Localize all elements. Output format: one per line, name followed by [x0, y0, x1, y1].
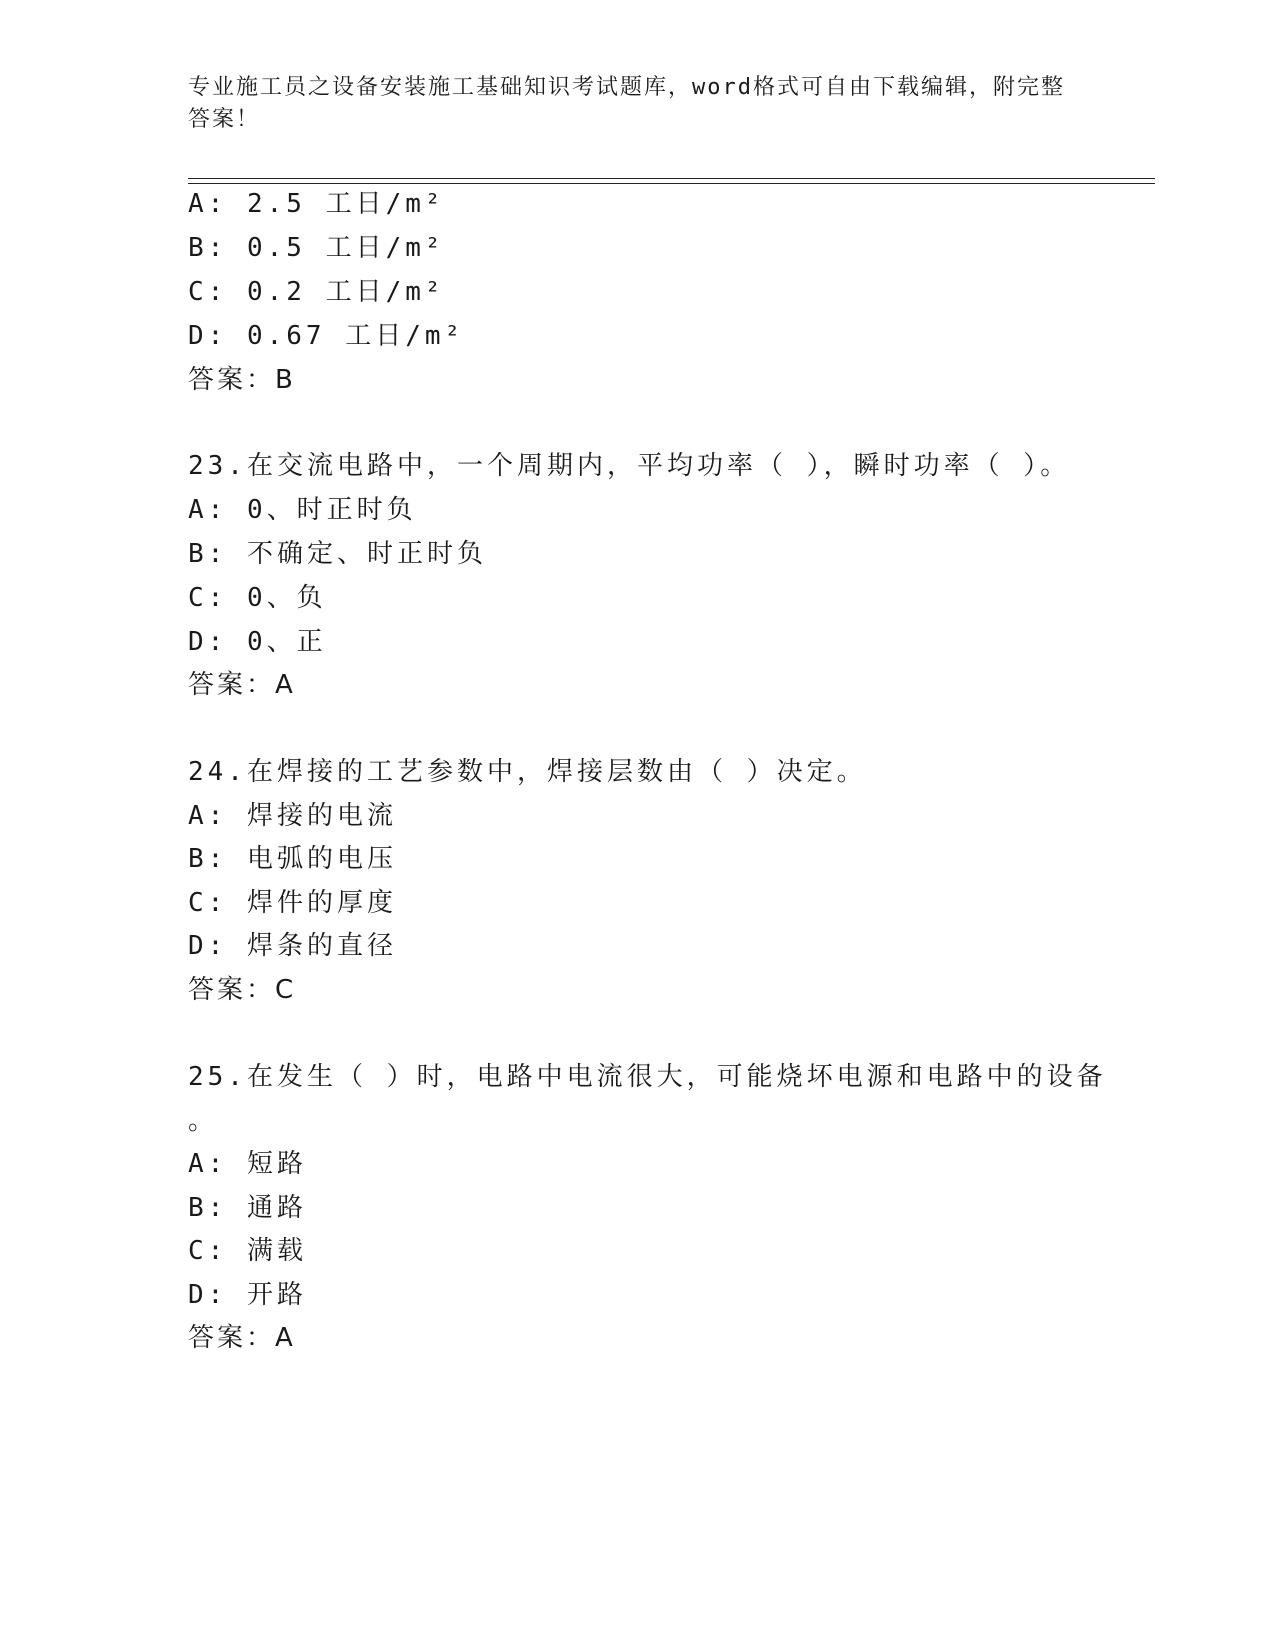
q25-option-b: B: 通路	[188, 1193, 307, 1223]
q22-answer: 答案：B	[188, 365, 296, 395]
q25-answer: 答案：A	[188, 1323, 296, 1353]
q25-question: 25.在发生（ ）时，电路中电流很大，可能烧坏电源和电路中的设备	[188, 1062, 1107, 1092]
q23-option-a: A: 0、时正时负	[188, 495, 417, 525]
q25-question-wrap: 。	[188, 1106, 219, 1136]
header-rule-top	[188, 178, 1155, 179]
q25-option-a: A: 短路	[188, 1149, 307, 1179]
q23-question: 23.在交流电路中，一个周期内，平均功率（ ），瞬时功率（ ）。	[188, 451, 1071, 481]
q23-option-d: D: 0、正	[188, 627, 327, 657]
q25-option-d: D: 开路	[188, 1280, 307, 1310]
header-rule-bottom	[188, 183, 1155, 184]
document-header: 专业施工员之设备安装施工基础知识考试题库，word格式可自由下载编辑，附完整答案！	[188, 75, 1065, 132]
q22-option-d: D: 0.67 工日/m²	[188, 321, 465, 351]
q23-option-c: C: 0、负	[188, 583, 327, 613]
q24-option-b: B: 电弧的电压	[188, 844, 397, 874]
q22-option-a: A: 2.5 工日/m²	[188, 189, 445, 219]
q24-answer: 答案：C	[188, 975, 297, 1005]
q22-option-c: C: 0.2 工日/m²	[188, 277, 445, 307]
q24-option-d: D: 焊条的直径	[188, 931, 397, 961]
q22-option-b: B: 0.5 工日/m²	[188, 233, 445, 263]
q24-question: 24.在焊接的工艺参数中，焊接层数由（ ）决定。	[188, 757, 867, 787]
q23-answer: 答案：A	[188, 670, 296, 700]
q24-option-c: C: 焊件的厚度	[188, 888, 397, 918]
q23-option-b: B: 不确定、时正时负	[188, 539, 487, 569]
q24-option-a: A: 焊接的电流	[188, 801, 397, 831]
q25-option-c: C: 满载	[188, 1236, 307, 1266]
